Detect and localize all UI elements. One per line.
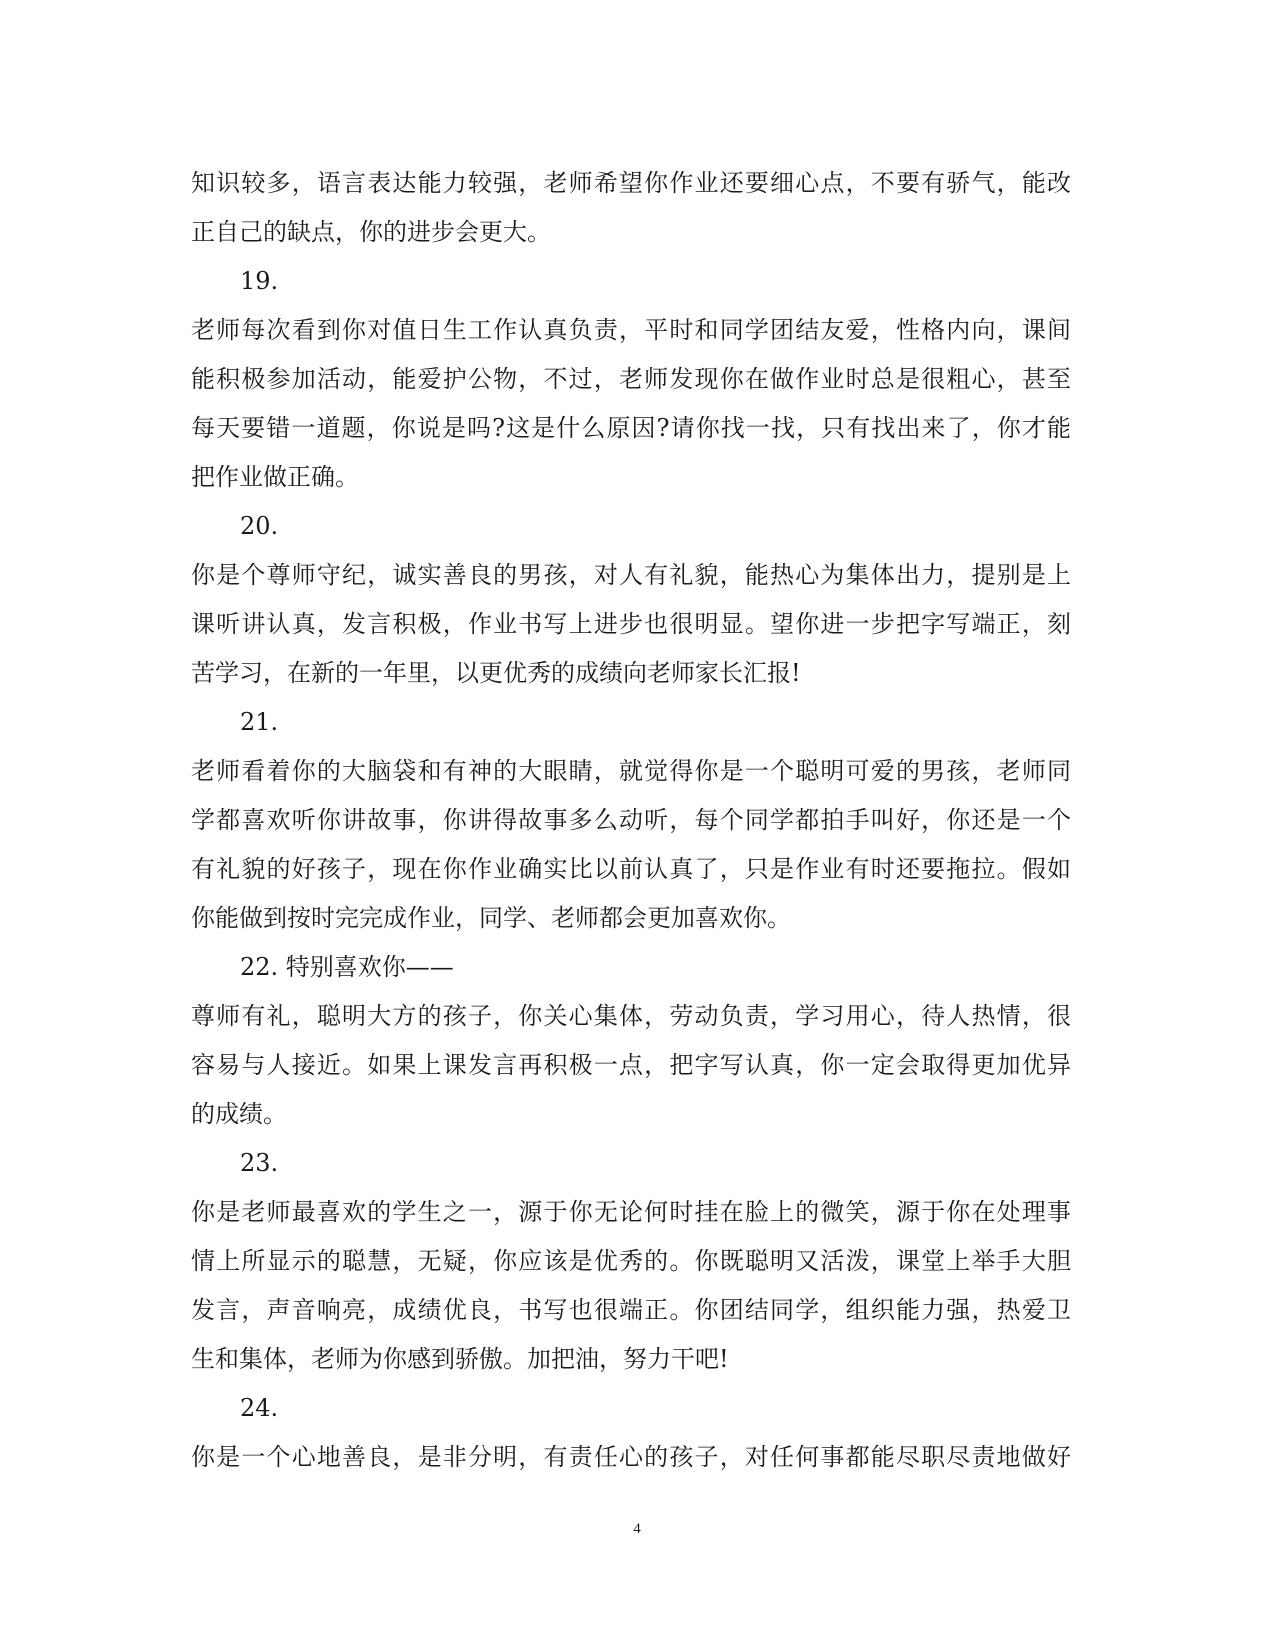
text-line: 的成绩。 bbox=[191, 1100, 287, 1128]
text-line: 你是老师最喜欢的学生之一，源于你无论何时挂在脸上的微笑，源于你在处理事 bbox=[191, 1198, 1071, 1226]
document-body bbox=[191, 159, 1071, 1482]
text-line: 每天要错一道题，你说是吗?这是什么原因?请你找一找，只有找出来了，你才能 bbox=[191, 414, 1071, 442]
text-line: 情上所显示的聪慧，无疑，你应该是优秀的。你既聪明又活泼，课堂上举手大胆 bbox=[191, 1247, 1071, 1275]
item-number: 20. bbox=[240, 512, 279, 540]
text-line: 正自己的缺点，你的进步会更大。 bbox=[191, 218, 551, 246]
text-line: 老师看着你的大脑袋和有神的大眼睛，就觉得你是一个聪明可爱的男孩，老师同 bbox=[191, 757, 1071, 785]
text-line: 老师每次看到你对值日生工作认真负责，平时和同学团结友爱，性格内向，课间 bbox=[191, 316, 1071, 344]
text-line: 你是个尊师守纪，诚实善良的男孩，对人有礼貌，能热心为集体出力，提别是上 bbox=[191, 561, 1071, 589]
text-line: 把作业做正确。 bbox=[191, 463, 359, 491]
text-line: 尊师有礼，聪明大方的孩子，你关心集体，劳动负责，学习用心，待人热情，很 bbox=[191, 1002, 1071, 1030]
page-number: 4 bbox=[633, 1521, 641, 1537]
text-line: 发言，声音响亮，成绩优良，书写也很端正。你团结同学，组织能力强，热爱卫 bbox=[191, 1296, 1071, 1324]
text-line: 你能做到按时完完成作业，同学、老师都会更加喜欢你。 bbox=[191, 904, 791, 932]
text-line: 容易与人接近。如果上课发言再积极一点，把字写认真，你一定会取得更加优异 bbox=[191, 1051, 1071, 1079]
text-line: 学都喜欢听你讲故事，你讲得故事多么动听，每个同学都拍手叫好，你还是一个 bbox=[191, 806, 1071, 834]
text-line: 课听讲认真，发言积极，作业书写上进步也很明显。望你进一步把字写端正，刻 bbox=[191, 610, 1071, 638]
text-line: 知识较多，语言表达能力较强，老师希望你作业还要细心点，不要有骄气，能改 bbox=[191, 169, 1071, 197]
item-number: 21. bbox=[240, 708, 279, 736]
text-line: 苦学习，在新的一年里，以更优秀的成绩向老师家长汇报! bbox=[191, 659, 801, 687]
text-line: 生和集体，老师为你感到骄傲。加把油，努力干吧! bbox=[191, 1345, 729, 1373]
item-number: 22. 特别喜欢你—— bbox=[240, 953, 454, 981]
text-line: 能积极参加活动，能爱护公物，不过，老师发现你在做作业时总是很粗心，甚至 bbox=[191, 365, 1071, 393]
item-number: 24. bbox=[240, 1394, 279, 1422]
text-line: 有礼貌的好孩子，现在你作业确实比以前认真了，只是作业有时还要拖拉。假如 bbox=[191, 855, 1071, 883]
item-number: 23. bbox=[240, 1149, 279, 1177]
item-number: 19. bbox=[240, 267, 279, 295]
text-line: 你是一个心地善良，是非分明，有责任心的孩子，对任何事都能尽职尽责地做好 bbox=[191, 1443, 1071, 1471]
